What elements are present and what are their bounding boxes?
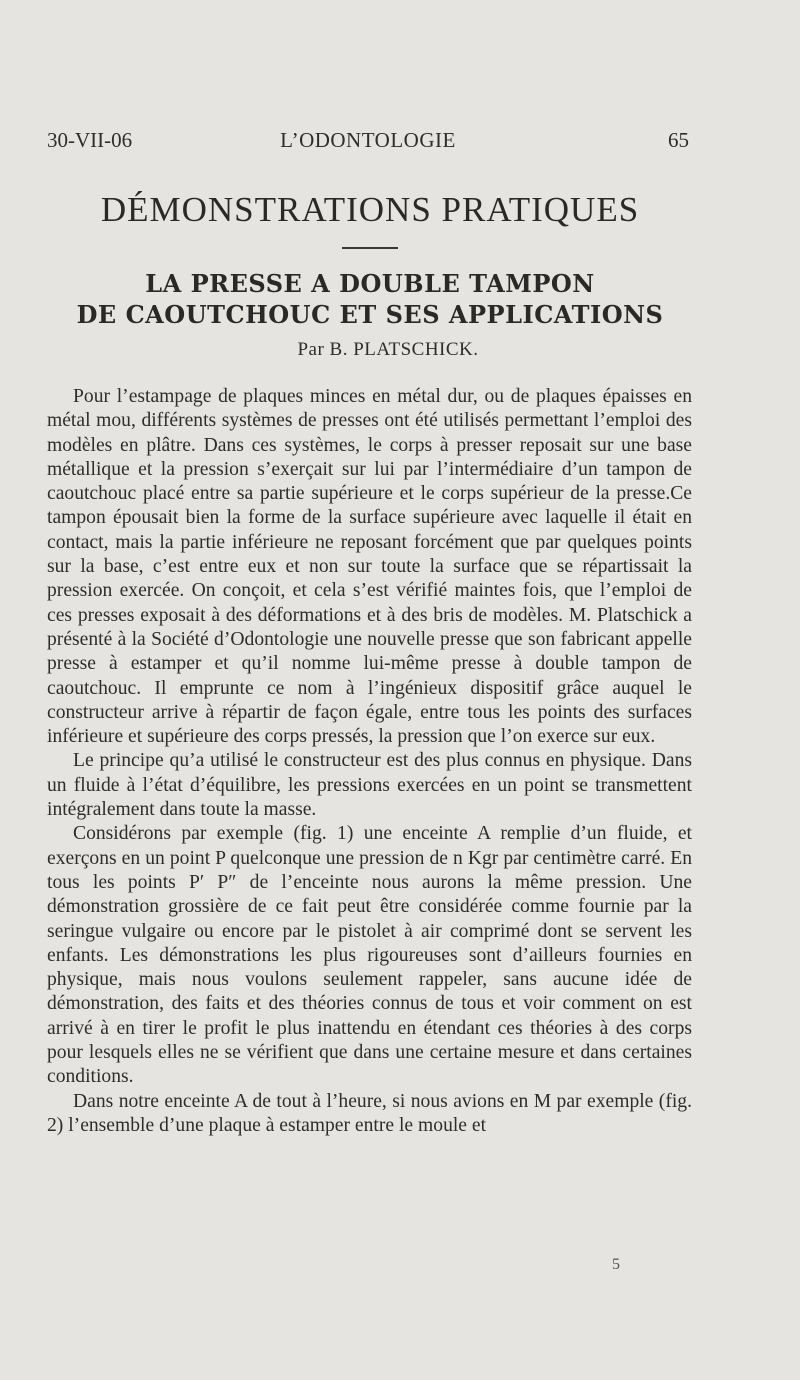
article-body xyxy=(47,385,692,1138)
title-divider xyxy=(342,247,398,249)
signature-mark: 5 xyxy=(612,1256,620,1273)
running-header xyxy=(47,128,689,158)
section-title: DÉMONSTRATIONS PRATIQUES xyxy=(100,190,640,229)
article-title-line-2: DE CAOUTCHOUC ET SES APPLICATIONS xyxy=(76,300,664,329)
article-title xyxy=(40,268,700,330)
paragraph: Dans notre enceinte A de tout à l’heure, si nous avions en M par exemple (fig. 2) l’ensemble d’une plaque à estamper entre le moule et xyxy=(47,1090,692,1136)
paragraph: Pour l’estampage de plaques minces en métal dur, ou de plaques épaisses en métal mou, différents systèmes de presses ont été utilisés permettant l’emploi des modèles en plâtre. Dans ces systèmes, le corps à presser reposait sur une base métallique et la pression s’exerçait sur lui par l’intermédiaire d’un tampon de caoutchouc placé entre sa partie supérieure et le corps supérieur de la presse.Ce tampon épousait bien la forme de la surface supérieure avec laquelle il était en contact, mais la partie inférieure ne reposant forcément que par quelques points sur la base, c’est entre eux et non sur toute la surface que se répartissait la pression exercée. On conçoit, et cela s’est vérifié maintes fois, que l’emploi de ces presses exposait à des déformations et à des bris de modèles. M. Platschick a présenté à la Société d’Odontologie une nouvelle presse que son fabricant appelle presse à estamper et qu’il nomme lui-même presse à double tampon de caoutchouc. Il emprunte ce nom à l’ingénieux dispositif grâce auquel le constructeur arrive à répartir de façon égale, entre tous les points des surfaces inférieure et supérieure des corps pressés, la pression que l’on exerce sur eux. xyxy=(47,386,692,748)
paragraph: Le principe qu’a utilisé le constructeur est des plus connus en physique. Dans un fluide à l’état d’équilibre, les pressions exercées en un point se transmettent intégralement dans toute la masse. xyxy=(47,750,692,821)
paragraph: Considérons par exemple (fig. 1) une enceinte A remplie d’un fluide, et exerçons en un point P quelconque une pression de n Kgr par centimètre carré. En tous les points P′ P″ de l’enceinte nous aurons la même pression. Une démonstration grossière de ce fait peut être considérée comme fournie par la seringue vulgaire ou encore par le pistolet à air comprimé dont se servent les enfants. Les démonstrations les plus rigoureuses sont d’ailleurs fournies en physique, mais nous voulons seulement rappeler, sans aucune idée de démonstration, des faits et des théories connus de tous et voir comment on est arrivé à en tirer le profit le plus inattendu en étendant ces théories à des corps pour lesquels elles ne se vérifient que dans une certaine mesure et dans certaines conditions. xyxy=(47,823,692,1088)
article-title-line-1: LA PRESSE A DOUBLE TAMPON xyxy=(145,269,595,298)
page-number: 65 xyxy=(668,128,689,152)
issue-date: 30-VII-06 xyxy=(47,128,133,152)
author-byline: Par B. PLATSCHICK. xyxy=(297,339,479,360)
journal-name: L’ODONTOLOGIE xyxy=(280,128,456,152)
